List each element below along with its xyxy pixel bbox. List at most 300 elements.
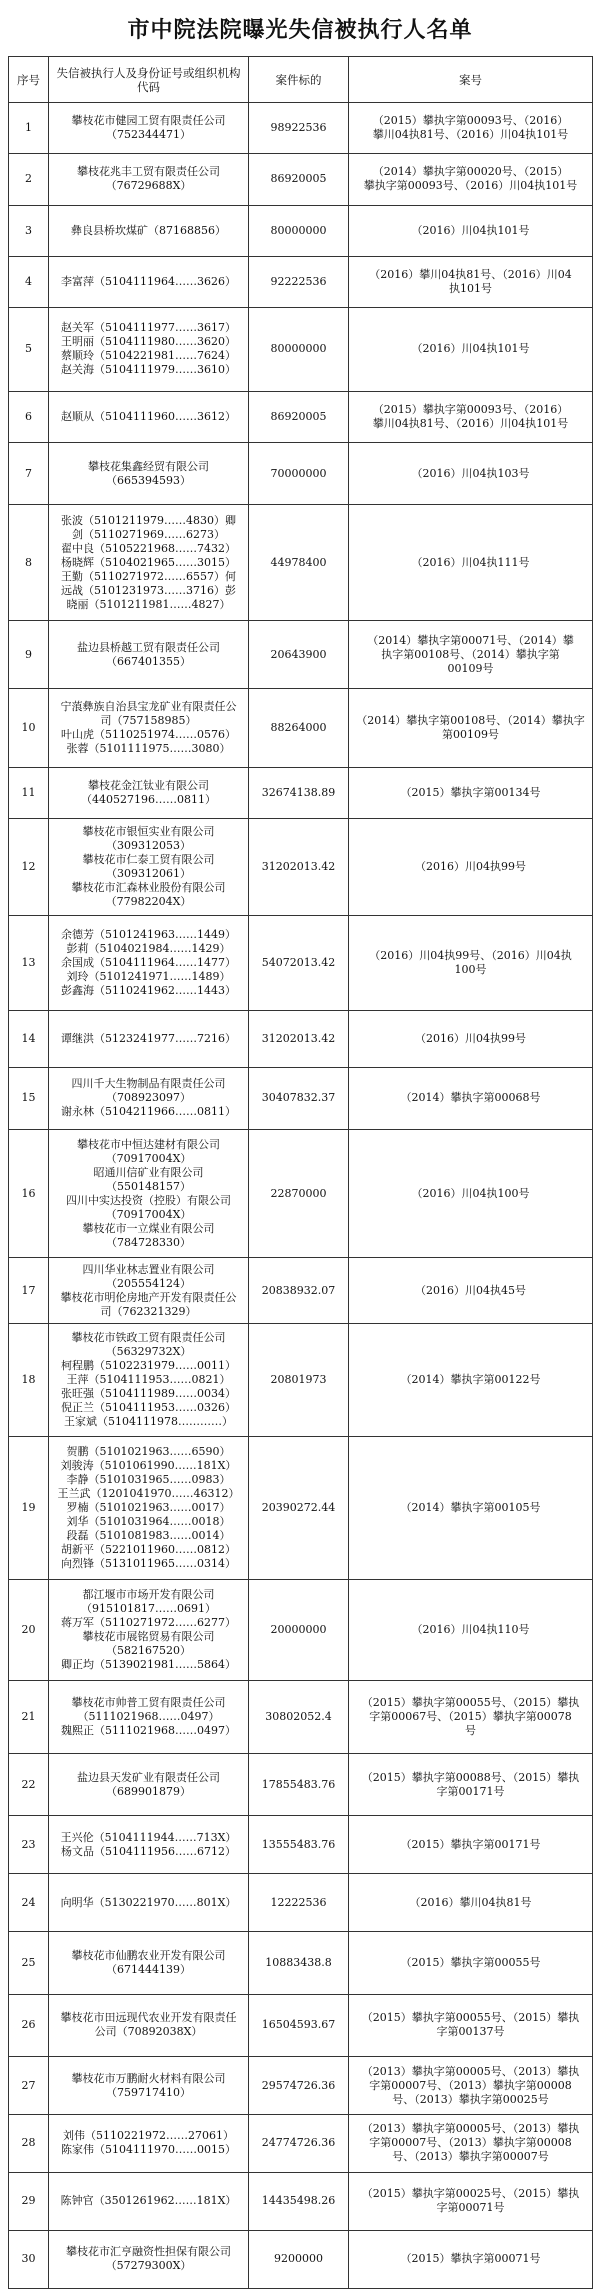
table-row <box>9 256 593 307</box>
case-cell <box>349 1580 593 1680</box>
row-number: 25 <box>9 1932 49 1994</box>
party-line: （5111021968……0497） <box>77 1709 220 1723</box>
amount-cell: 70000000 <box>249 442 349 504</box>
party-line: 攀枝花市帅普工贸有限责任公司 <box>71 1695 226 1709</box>
case-line: （2013）攀执字第00005号、（2013）攀执 <box>361 2064 580 2078</box>
case-line: （2015）攀执字第00134号 <box>400 786 541 800</box>
table-row <box>9 2172 593 2230</box>
party-line: 赵关海（5104111979……3610） <box>61 363 236 377</box>
party-line: 王勤（5110271972……6557）何 <box>61 569 236 583</box>
table-row <box>9 442 593 504</box>
party-line: 盐边县桥越工贸有限责任公司 <box>77 640 220 654</box>
case-cell <box>349 1130 593 1258</box>
party-line: 赵关军（5104111977……3617） <box>61 321 236 335</box>
party-line: 攀枝花市田远现代农业开发有限责任 <box>60 2011 237 2025</box>
party-cell <box>49 1994 249 2056</box>
case-line: 字第00171号 <box>436 1784 505 1798</box>
table-row <box>9 916 593 1011</box>
row-number: 8 <box>9 505 49 621</box>
case-line: （2015）攀执字第00025号、（2015）攀执 <box>361 2187 580 2201</box>
party-line: 刘伟（5110221972……27061） <box>63 2129 234 2143</box>
row-number: 12 <box>9 819 49 916</box>
case-line: （2014）攀执字第00020号、（2015） <box>372 165 569 179</box>
party-cell <box>49 2115 249 2173</box>
amount-cell: 20838932.07 <box>249 1258 349 1324</box>
case-line: （2014）攀执字第00108号、（2014）攀执字 <box>356 714 585 728</box>
row-number: 5 <box>9 308 49 392</box>
case-cell <box>349 2172 593 2230</box>
party-line: 司（762321329） <box>100 1304 197 1318</box>
party-line: 宁蒗彝族自治县宝龙矿业有限责任公 <box>60 700 237 714</box>
case-cell <box>349 103 593 154</box>
case-cell <box>349 819 593 916</box>
header-case: 案号 <box>349 57 593 103</box>
case-line: （2015）攀执字第00088号、（2015）攀执 <box>361 1770 580 1784</box>
party-line: （759717410） <box>106 2085 191 2099</box>
party-line: 四川中实达投资（控股）有限公司 <box>66 1193 231 1207</box>
party-line: 晓丽（5101211981……4827） <box>66 597 231 611</box>
party-line: 攀枝花金江钛业有限公司 <box>88 779 209 793</box>
party-cell <box>49 256 249 307</box>
amount-cell: 98922536 <box>249 103 349 154</box>
party-cell <box>49 1680 249 1754</box>
party-line: 司（757158985） <box>100 714 197 728</box>
party-line: 段磊（5101081983……0014） <box>66 1528 231 1542</box>
row-number: 2 <box>9 154 49 205</box>
table-row <box>9 1067 593 1129</box>
amount-cell: 30802052.4 <box>249 1680 349 1754</box>
party-line: （70917004X） <box>105 1207 192 1221</box>
party-line: 攀枝花市汇森林业股份有限公司 <box>71 881 226 895</box>
party-line: 攀枝花市仁泰工贸有限公司 <box>82 853 215 867</box>
page-title: 市中院法院曝光失信被执行人名单 <box>127 16 473 43</box>
party-line: 公司（70892038X） <box>94 2025 203 2039</box>
amount-cell: 80000000 <box>249 205 349 256</box>
row-number: 27 <box>9 2057 49 2115</box>
case-line: 字第00071号 <box>436 2201 505 2215</box>
party-line: 张波（5101211979……4830）卿 <box>61 513 236 527</box>
party-line: 李富萍（5104111964……3626） <box>61 274 236 288</box>
party-line: 赵顺从（5104111960……3612） <box>61 409 236 423</box>
party-cell <box>49 916 249 1011</box>
party-line: （915101817……0691） <box>81 1601 216 1615</box>
party-line: 谢永林（5104211966……0811） <box>61 1105 236 1119</box>
party-cell <box>49 442 249 504</box>
party-line: 卿正均（5139021981……5864） <box>61 1657 236 1671</box>
row-number: 14 <box>9 1010 49 1067</box>
party-line: （784728330） <box>106 1235 191 1249</box>
party-cell <box>49 768 249 819</box>
party-cell <box>49 1874 249 1932</box>
case-cell <box>349 308 593 392</box>
amount-cell: 29574726.36 <box>249 2057 349 2115</box>
party-line: 远战（5101231973……3716）彭 <box>61 583 236 597</box>
table-row <box>9 1932 593 1994</box>
table-row <box>9 689 593 768</box>
row-number: 6 <box>9 391 49 442</box>
case-line: 100号 <box>454 963 487 977</box>
case-cell <box>349 768 593 819</box>
header-amount: 案件标的 <box>249 57 349 103</box>
party-line: 柯程鹏（5102231979……0011） <box>61 1358 236 1372</box>
amount-cell: 30407832.37 <box>249 1067 349 1129</box>
party-line: 陈钟官（3501261962……181X） <box>60 2194 237 2208</box>
amount-cell: 20000000 <box>249 1580 349 1680</box>
amount-cell: 14435498.26 <box>249 2172 349 2230</box>
table-row <box>9 1324 593 1437</box>
party-line: 李静（5101031965……0983） <box>66 1472 231 1486</box>
party-cell <box>49 1130 249 1258</box>
row-number: 23 <box>9 1816 49 1874</box>
table-header-row <box>9 57 593 103</box>
table-row <box>9 103 593 154</box>
party-line: 王明丽（5104111980……3620） <box>61 335 236 349</box>
case-cell <box>349 1816 593 1874</box>
case-cell <box>349 391 593 442</box>
case-cell <box>349 1680 593 1754</box>
party-line: 彝良县桥坎煤矿（87168856） <box>71 223 226 237</box>
case-cell <box>349 205 593 256</box>
case-line: （2016）川04执103号 <box>411 466 530 480</box>
party-line: 杨文品（5104111956……6712） <box>61 1844 236 1858</box>
table-row <box>9 1874 593 1932</box>
amount-cell: 86920005 <box>249 391 349 442</box>
party-line: 彭莉（5104021984……1429） <box>66 942 231 956</box>
case-line: 号、（2013）攀执字第00025号 <box>392 2092 549 2106</box>
table-row <box>9 505 593 621</box>
party-cell <box>49 1754 249 1816</box>
party-line: 刘玲（5101241971……1489） <box>66 970 231 984</box>
party-line: 谭继洪（5123241977……7216） <box>61 1031 236 1045</box>
table-row <box>9 621 593 689</box>
case-line: （2014）攀执字第00071号、（2014）攀 <box>367 633 574 647</box>
party-cell <box>49 1324 249 1437</box>
table-row <box>9 2057 593 2115</box>
party-line: （70917004X） <box>105 1151 192 1165</box>
case-line: 字第00137号 <box>436 2025 505 2039</box>
case-line: （2016）川04执99号 <box>415 860 526 874</box>
table-row <box>9 391 593 442</box>
row-number: 28 <box>9 2115 49 2173</box>
party-cell <box>49 1010 249 1067</box>
amount-cell: 31202013.42 <box>249 1010 349 1067</box>
party-cell <box>49 103 249 154</box>
party-line: 攀枝花市健园工贸有限责任公司 <box>71 114 226 128</box>
table-row <box>9 1680 593 1754</box>
row-number: 10 <box>9 689 49 768</box>
amount-cell: 86920005 <box>249 154 349 205</box>
case-line: 号、（2013）攀执字第00007号 <box>392 2150 549 2164</box>
header-party: 失信被执行人及身份证号或组织机构代码 <box>49 57 249 103</box>
party-line: 张蓉（5101111975……3080） <box>66 742 231 756</box>
row-number: 16 <box>9 1130 49 1258</box>
case-cell <box>349 154 593 205</box>
party-cell <box>49 2057 249 2115</box>
case-line: 第00109号 <box>442 728 499 742</box>
row-number: 30 <box>9 2230 49 2288</box>
case-line: （2015）攀执字第00171号 <box>400 1837 541 1851</box>
party-line: 王萍（5104111953……0821） <box>66 1372 231 1386</box>
case-line: 字第00007号、（2013）攀执字第00008 <box>369 2078 572 2092</box>
amount-cell: 20801973 <box>249 1324 349 1437</box>
party-line: 杨晓辉（5104021965……3015） <box>61 555 236 569</box>
case-cell <box>349 2057 593 2115</box>
case-line: 攀执字第00093号、（2016）川04执101号 <box>363 179 578 193</box>
party-line: 余国成（5104111964……1477） <box>61 956 236 970</box>
case-line: （2014）攀执字第00068号 <box>400 1091 541 1105</box>
party-line: 攀枝花市铁政工贸有限责任公司 <box>71 1330 226 1344</box>
party-line: （752344471） <box>106 128 191 142</box>
case-line: （2015）攀执字第00093号、（2016） <box>372 402 569 416</box>
case-cell <box>349 621 593 689</box>
table-row <box>9 154 593 205</box>
table-row <box>9 2115 593 2173</box>
table-row <box>9 768 593 819</box>
case-line: （2016）川04执101号 <box>411 342 530 356</box>
party-line: 攀枝花市展铭贸易有限公司 <box>82 1629 215 1643</box>
party-line: 蒋万军（5110271972……6277） <box>61 1615 236 1629</box>
party-line: （708923097） <box>106 1091 191 1105</box>
party-cell <box>49 2230 249 2288</box>
party-line: 翟中良（5105221968……7432） <box>61 541 236 555</box>
case-cell <box>349 1067 593 1129</box>
case-line: （2016）川04执100号 <box>411 1186 530 1200</box>
row-number: 13 <box>9 916 49 1011</box>
amount-cell: 16504593.67 <box>249 1994 349 2056</box>
party-line: 攀枝花市仙鹏农业开发有限公司 <box>71 1949 226 1962</box>
row-number: 11 <box>9 768 49 819</box>
amount-cell: 92222536 <box>249 256 349 307</box>
header-no: 序号 <box>9 57 49 103</box>
party-cell <box>49 1580 249 1680</box>
amount-cell: 22870000 <box>249 1130 349 1258</box>
party-line: 攀枝花市汇亨融资性担保有限公司 <box>66 2245 231 2259</box>
party-line: 攀枝花市明伦房地产开发有限责任公 <box>60 1290 237 1304</box>
party-line: （77982204X） <box>105 895 192 909</box>
row-number: 4 <box>9 256 49 307</box>
case-cell <box>349 1436 593 1580</box>
party-cell <box>49 819 249 916</box>
case-line: （2016）攀川04执81号 <box>409 1895 532 1909</box>
party-line: （56329732X） <box>105 1344 192 1358</box>
party-line: 刘骏涛（5101061990……181X） <box>60 1458 237 1472</box>
amount-cell: 9200000 <box>249 2230 349 2288</box>
case-cell <box>349 2230 593 2288</box>
row-number: 22 <box>9 1754 49 1816</box>
case-line: （2014）攀执字第00105号 <box>400 1500 541 1514</box>
case-cell <box>349 1874 593 1932</box>
party-line: 攀枝花市银恒实业有限公司 <box>82 825 215 839</box>
case-cell <box>349 1754 593 1816</box>
party-line: 攀枝花集鑫经贸有限公司 <box>88 459 209 473</box>
case-line: （2016）川04执110号 <box>411 1622 530 1636</box>
case-line: （2013）攀执字第00005号、（2013）攀执 <box>361 2122 580 2136</box>
party-line: （665394593） <box>106 473 191 487</box>
case-line: （2015）攀执字第00055号 <box>400 1956 541 1969</box>
table-row <box>9 2230 593 2288</box>
party-cell <box>49 1436 249 1580</box>
party-cell <box>49 505 249 621</box>
table-row <box>9 819 593 916</box>
party-line: 攀枝花市万鹏耐火材料有限公司 <box>71 2071 226 2085</box>
table-row <box>9 308 593 392</box>
table-row <box>9 1010 593 1067</box>
amount-cell: 17855483.76 <box>249 1754 349 1816</box>
amount-cell: 13555483.76 <box>249 1816 349 1874</box>
row-number: 21 <box>9 1680 49 1754</box>
table-row <box>9 1994 593 2056</box>
case-line: 00109号 <box>447 661 494 675</box>
row-number: 9 <box>9 621 49 689</box>
party-line: （550148157） <box>106 1179 191 1193</box>
amount-cell: 12222536 <box>249 1874 349 1932</box>
row-number: 19 <box>9 1436 49 1580</box>
party-line: （309312061） <box>106 867 191 881</box>
party-cell <box>49 308 249 392</box>
party-line: 罗楠（5101021963……0017） <box>66 1500 231 1514</box>
case-cell <box>349 1258 593 1324</box>
row-number: 15 <box>9 1067 49 1129</box>
table-row <box>9 1436 593 1580</box>
party-line: 攀枝花兆丰工贸有限责任公司 <box>77 165 220 179</box>
row-number: 20 <box>9 1580 49 1680</box>
party-line: 蔡顺玲（5104221981……7624） <box>61 349 236 363</box>
party-line: 攀枝花市一立煤业有限公司 <box>82 1221 215 1235</box>
party-cell <box>49 2172 249 2230</box>
case-line: （2016）川04执111号 <box>411 555 530 569</box>
table-row <box>9 1754 593 1816</box>
party-cell <box>49 154 249 205</box>
party-line: 张旺强（5104111989……0034） <box>61 1386 236 1400</box>
party-line: 向明华（5130221970……801X） <box>60 1895 237 1909</box>
case-cell <box>349 256 593 307</box>
case-cell <box>349 2115 593 2173</box>
row-number: 26 <box>9 1994 49 2056</box>
party-line: 魏熙正（5111021968……0497） <box>61 1723 236 1737</box>
party-cell <box>49 1067 249 1129</box>
case-cell <box>349 916 593 1011</box>
case-line: 执字第00108号、（2014）攀执字第 <box>381 647 560 661</box>
case-cell <box>349 1010 593 1067</box>
row-number: 7 <box>9 442 49 504</box>
case-cell <box>349 505 593 621</box>
row-number: 1 <box>9 103 49 154</box>
amount-cell: 80000000 <box>249 308 349 392</box>
party-line: 彭鑫海（5110241962……1443） <box>61 984 236 998</box>
party-line: 叶山虎（5110251974……0576） <box>61 728 236 742</box>
party-line: 剑（5110271969……6273） <box>72 527 225 541</box>
case-cell <box>349 1994 593 2056</box>
party-line: 胡新平（5221011960……0812） <box>61 1542 236 1556</box>
amount-cell: 88264000 <box>249 689 349 768</box>
case-line: （2015）攀执字第00055号、（2015）攀执 <box>361 2011 580 2025</box>
table-row <box>9 205 593 256</box>
party-line: 王家斌（5104111978…………） <box>64 1414 233 1428</box>
amount-cell: 24774726.36 <box>249 2115 349 2173</box>
case-line: （2016）川04执99号、（2016）川04执 <box>369 949 572 963</box>
case-line: （2015）攀执字第00093号、（2016） <box>372 114 569 128</box>
party-line: 昭通川信矿业有限公司 <box>93 1165 204 1179</box>
party-cell <box>49 689 249 768</box>
party-cell <box>49 1816 249 1874</box>
case-cell <box>349 1324 593 1437</box>
case-line: （2015）攀执字第00055号、（2015）攀执 <box>361 1695 580 1709</box>
party-line: 四川千大生物制品有限责任公司 <box>71 1077 226 1091</box>
party-line: 攀枝花市中恒达建材有限公司 <box>77 1137 220 1151</box>
row-number: 3 <box>9 205 49 256</box>
party-line: （440527196……0811） <box>81 793 216 807</box>
amount-cell: 20643900 <box>249 621 349 689</box>
party-line: （671444139） <box>106 1963 191 1976</box>
case-line: （2014）攀执字第00122号 <box>400 1372 541 1386</box>
party-line: （582167520） <box>106 1643 191 1657</box>
table-row <box>9 1258 593 1324</box>
party-line: 四川华业林志置业有限公司 <box>82 1262 215 1276</box>
case-line: （2016）川04执99号 <box>415 1031 526 1045</box>
row-number: 18 <box>9 1324 49 1437</box>
party-cell <box>49 205 249 256</box>
party-line: 余德芳（5101241963……1449） <box>61 928 236 942</box>
amount-cell: 20390272.44 <box>249 1436 349 1580</box>
case-cell <box>349 1932 593 1994</box>
table-body <box>9 103 593 2289</box>
party-line: （689901879） <box>106 1784 191 1798</box>
party-cell <box>49 1258 249 1324</box>
case-line: 执101号 <box>449 281 492 295</box>
row-number: 17 <box>9 1258 49 1324</box>
party-line: （667401355） <box>106 654 191 668</box>
party-line: 王兰武（1201041970……46312） <box>57 1486 240 1500</box>
amount-cell: 10883438.8 <box>249 1932 349 1994</box>
case-line: （2016）川04执101号 <box>411 223 530 237</box>
table-row <box>9 1816 593 1874</box>
amount-cell: 32674138.89 <box>249 768 349 819</box>
party-line: （309312053） <box>106 839 191 853</box>
party-line: 向烈锋（5131011965……0314） <box>61 1556 236 1570</box>
amount-cell: 31202013.42 <box>249 819 349 916</box>
case-line: 攀川04执81号、（2016）川04执101号 <box>372 416 569 430</box>
party-line: （57279300X） <box>105 2259 192 2273</box>
amount-cell: 54072013.42 <box>249 916 349 1011</box>
party-line: 刘华（5101031964……0018） <box>66 1514 231 1528</box>
party-line: （76729688X） <box>105 179 192 193</box>
row-number: 24 <box>9 1874 49 1932</box>
party-line: 贺鹏（5101021963……6590） <box>66 1444 231 1458</box>
case-line: （2016）川04执45号 <box>415 1283 526 1297</box>
dishonest-list-table <box>8 56 593 2289</box>
case-line: 攀川04执81号、（2016）川04执101号 <box>372 128 569 142</box>
case-line: 字第00007号、（2013）攀执字第00008 <box>369 2136 572 2150</box>
case-line: （2015）攀执字第00071号 <box>400 2252 541 2266</box>
party-cell <box>49 1932 249 1994</box>
table-row <box>9 1130 593 1258</box>
case-cell <box>349 442 593 504</box>
row-number: 29 <box>9 2172 49 2230</box>
case-line: 字第00067号、（2015）攀执字第00078 <box>369 1709 572 1723</box>
case-line: （2016）攀川04执81号、（2016）川04 <box>369 267 572 281</box>
party-line: 都江堰市市场开发有限公司 <box>82 1587 215 1601</box>
amount-cell: 44978400 <box>249 505 349 621</box>
party-line: 王兴伦（5104111944……713X） <box>60 1830 237 1844</box>
party-line: 陈家伟（5104111970……0015） <box>61 2143 236 2157</box>
party-line: 盐边县天发矿业有限责任公司 <box>77 1770 220 1784</box>
party-line: （205554124） <box>106 1276 191 1290</box>
party-cell <box>49 391 249 442</box>
case-cell <box>349 689 593 768</box>
party-cell <box>49 621 249 689</box>
table-row <box>9 1580 593 1680</box>
party-line: 倪正兰（5104111953……0326） <box>61 1400 236 1414</box>
